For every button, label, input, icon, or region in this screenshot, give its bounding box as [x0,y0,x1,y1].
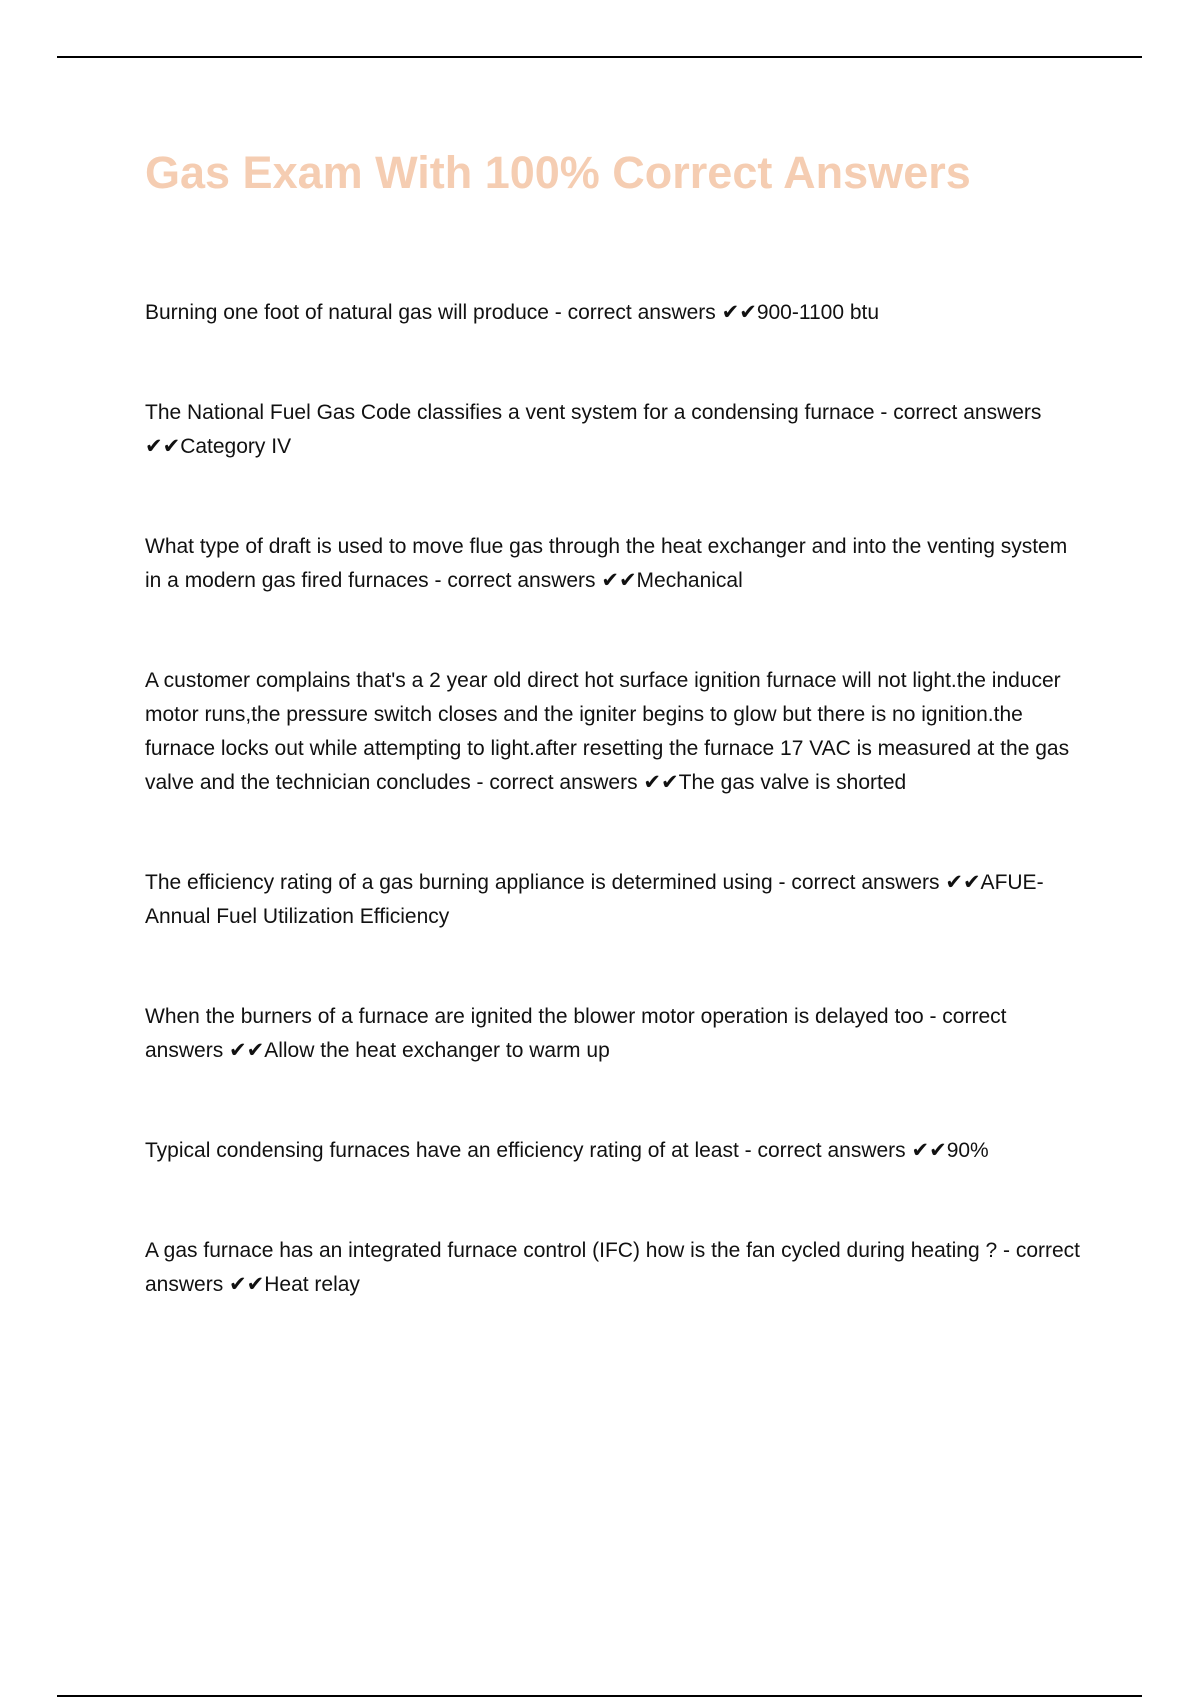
qa-item: Typical condensing furnaces have an efficiency rating of at least - correct answers ✔✔90% [145,1139,989,1162]
qa-item: What type of draft is used to move flue gas through the heat exchanger and into the venting system in a modern gas fired furnaces - correct answers ✔✔Mechanical [145,535,1068,592]
qa-item: Burning one foot of natural gas will produce - correct answers ✔✔900-1100 btu [145,301,880,324]
qa-item: A gas furnace has an integrated furnace control (IFC) how is the fan cycled during heating ? - correct answers ✔✔Heat relay [145,1239,1081,1296]
qa-item: A customer complains that's a 2 year old direct hot surface ignition furnace will not light.the inducer motor runs,the pressure switch closes and the igniter begins to glow but there is no ignition.the furnace locks out while attempting to light.after resetting the furnace 17 VAC is measured at the gas valve and the technician concludes - correct answers ✔✔The gas valve is shorted [145,669,1070,794]
qa-list [145,296,1085,1368]
bottom-rule [57,1695,1142,1697]
qa-item: The efficiency rating of a gas burning appliance is determined using - correct answers ✔✔AFUE-Annual Fuel Utilization Efficiency [145,871,1044,928]
qa-item: When the burners of a furnace are ignited the blower motor operation is delayed too - correct answers ✔✔Allow the heat exchanger to warm up [145,1005,1007,1062]
qa-item: The National Fuel Gas Code classifies a vent system for a condensing furnace - correct answers ✔✔Category IV [145,401,1042,458]
document-title: Gas Exam With 100% Correct Answers [145,147,971,198]
top-rule [57,56,1142,58]
